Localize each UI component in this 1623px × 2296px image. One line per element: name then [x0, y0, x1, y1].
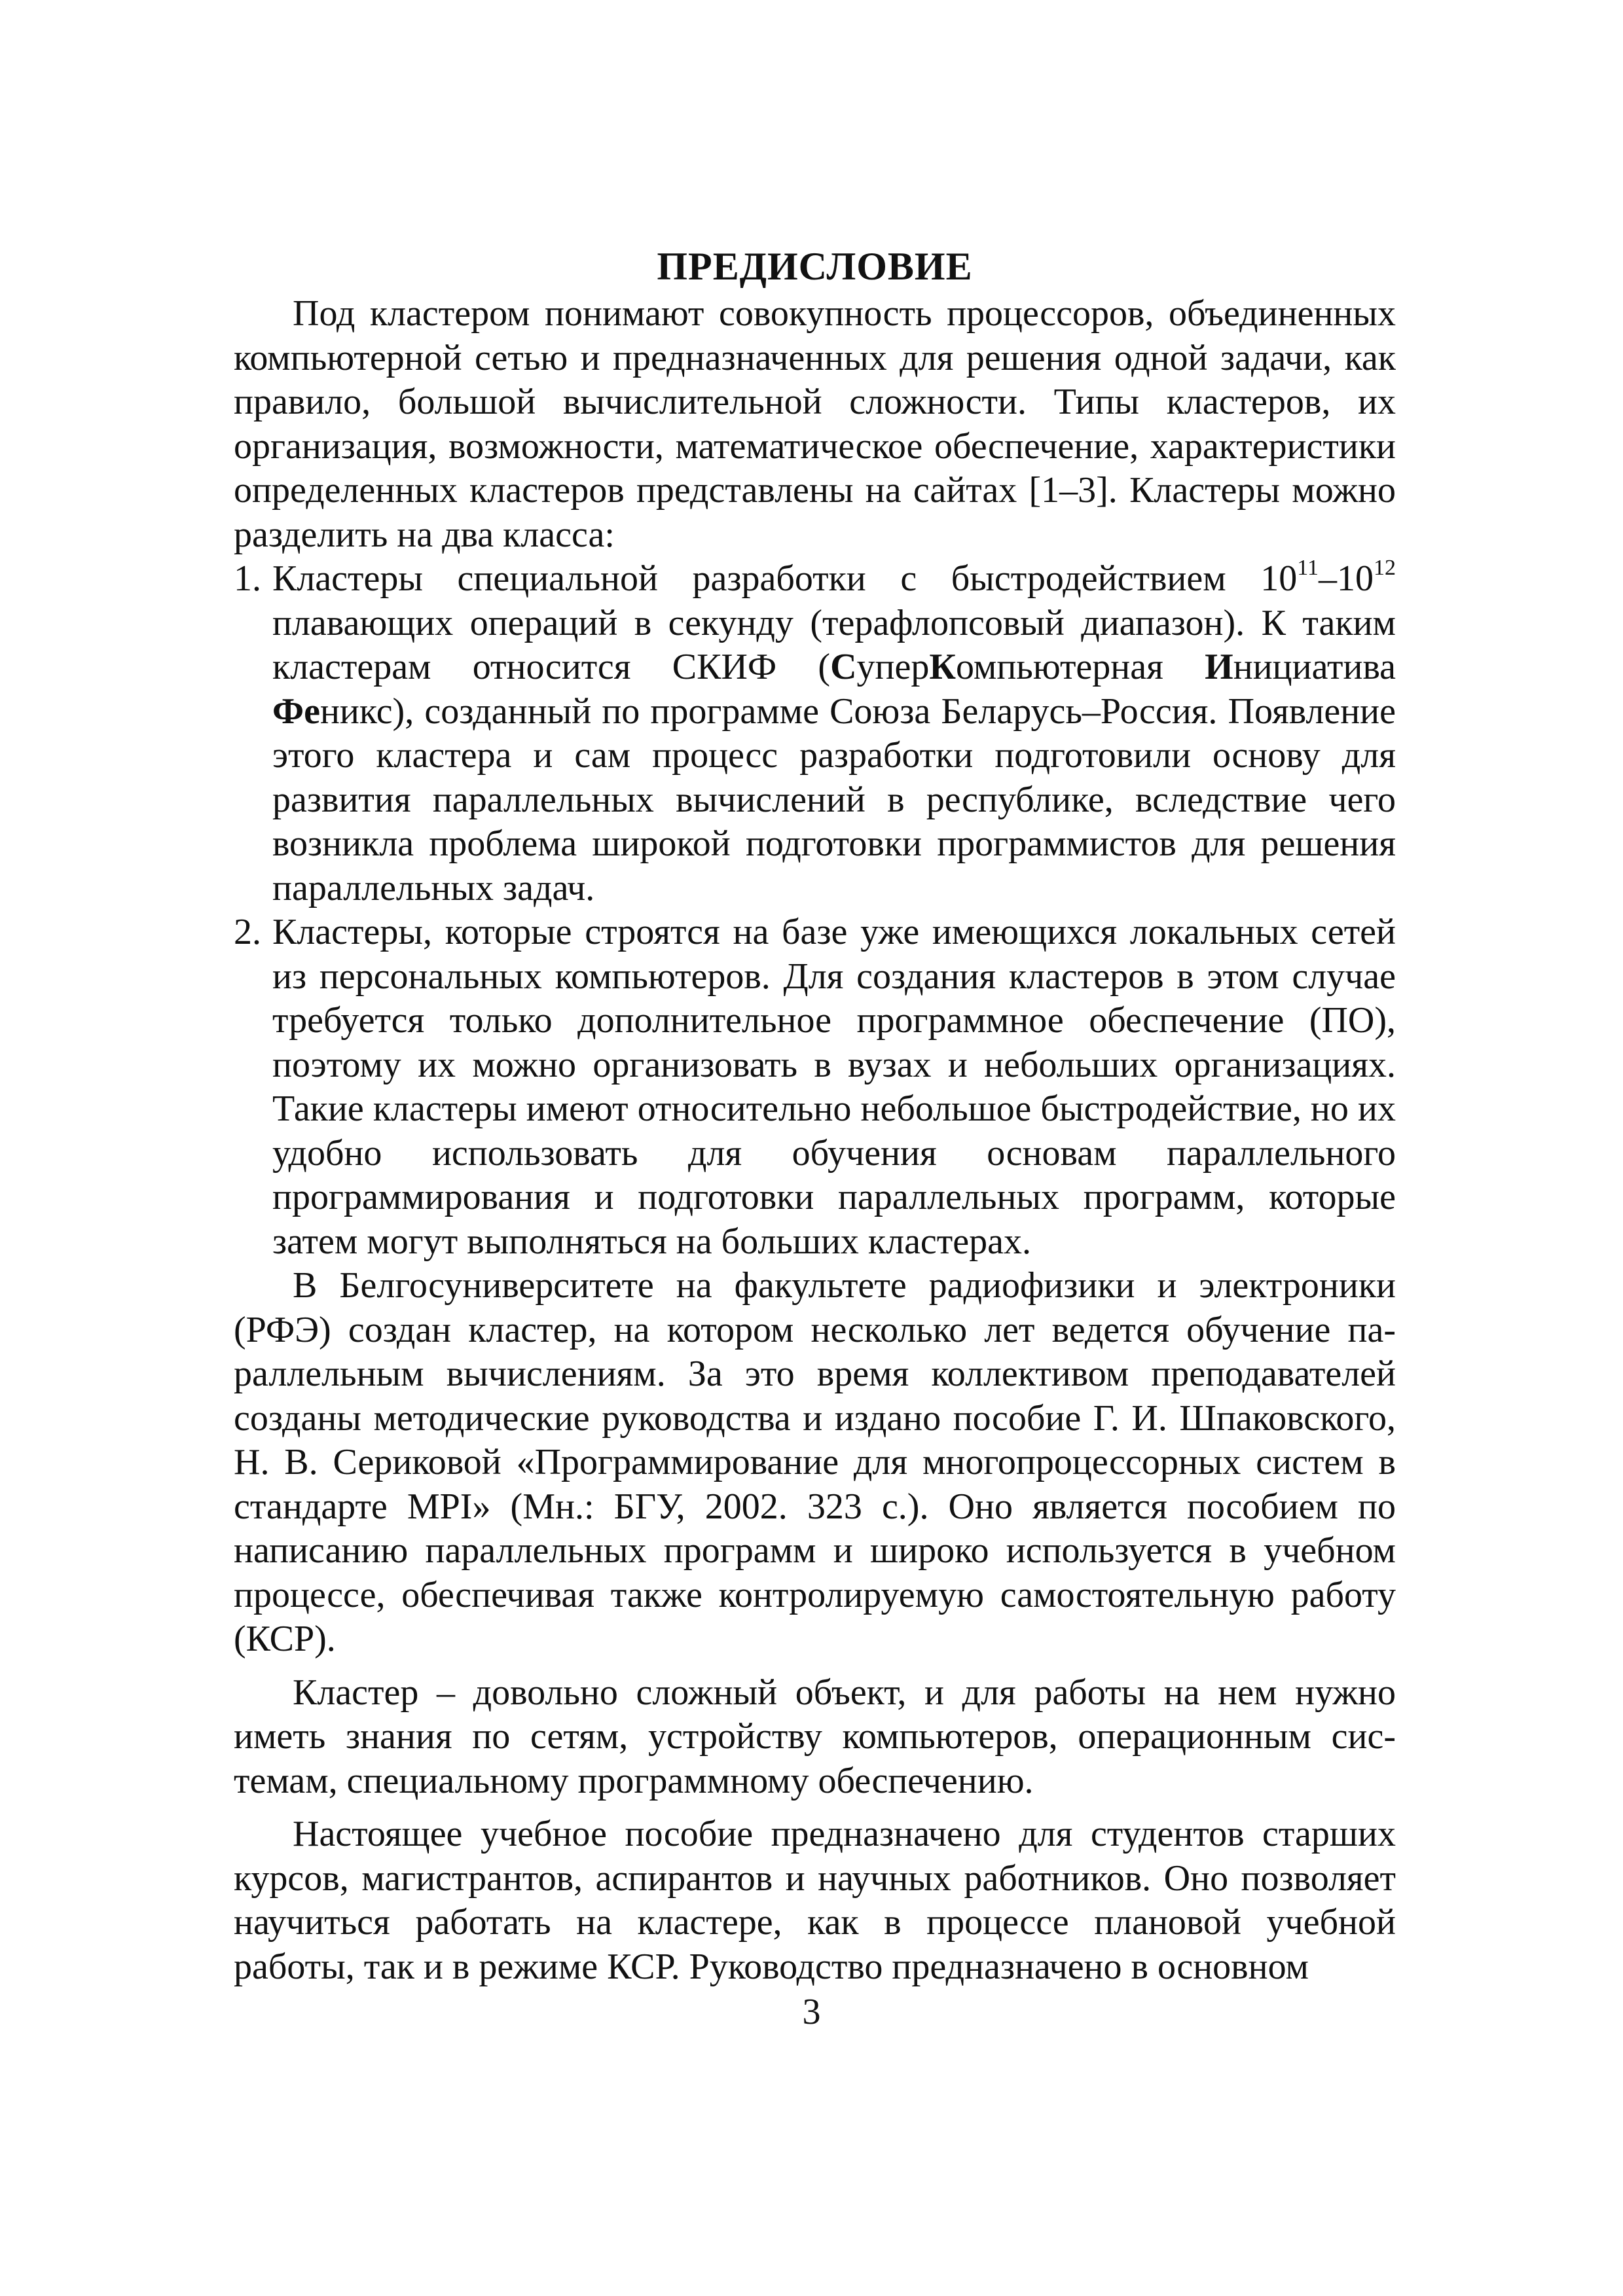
cluster-classes-list: [234, 557, 1396, 1264]
manual-paragraph: Настоящее учебное пособие предназначено для студентов старших курсов, магистрантов, аспирантов и научных работников. Оно позволяет научиться работать на кластере, как в процессе плановой учебной работы, так и в режиме КСР. Руководство предназначено в основном: [234, 1814, 1396, 1987]
list-item: [234, 557, 1396, 910]
page-title: ПРЕДИСЛОВИЕ: [657, 245, 973, 288]
cluster-paragraph: Кластер – довольно сложный объект, и для работы на нем нужно иметь знания по сетям, устройству компьютеров, операционным системам, специальному программному обеспечению.: [234, 1672, 1396, 1801]
page-content: [234, 243, 1396, 1989]
list-item: [234, 910, 1396, 1264]
list-item-text: Кластеры, которые строятся на базе уже имеющихся локальных сетей из персональных компьютеров. Для создания кластеров в этом случае требуется только дополнительное программное обеспечение (ПО), поэтому их можно организовать в вузах и небольших организациях. Такие кластеры имеют относительно небольшое быстродействие, но их удобно использовать для обучения основам параллельного программирования и подготовки параллельных программ, которые затем могут выполняться на больших кластерах.: [272, 912, 1396, 1262]
exponent: 12: [1374, 556, 1396, 581]
intro-paragraph: Под кластером понимают совокупность процессоров, объединенных компьютерной сетью и предназначенных для решения одной задачи, как правило, большой вычислительной сложности. Типы кластеров, их организация, возможности, математическое обеспечение, характеристики определенных кластеров представлены на сайтах [1–3]. Кластеры можно разделить на два класса:: [234, 293, 1396, 555]
list-item-number: 1.: [234, 558, 261, 599]
bgu-paragraph: В Белгосуниверситете на факультете радиофизики и электроники (РФЭ) создан кластер, на котором несколько лет ведется обучение параллельным вычислениям. За это время коллективом преподавателей созданы методические руководства и издано пособие Г. И. Шпаковского, Н. В. Сериковой «Программирование для многопроцессорных систем в стандарте MPI» (Мн.: БГУ, 2002. 323 с.). Оно является пособием по написанию параллельных программ и широко используется в учебном процессе, обеспечивая также контролируемую самостоятельную работу (КСР).: [234, 1265, 1396, 1659]
page-number: 3: [802, 1992, 821, 2032]
exponent: 11: [1297, 556, 1319, 581]
list-item-number: 2.: [234, 912, 261, 952]
list-item-text: Кластеры специальной разработки с быстродействием $10^{11}-10^{12}$ плавающих операций в секунду (терафлопсовый диапазон). К таким кластерам относится СКИФ (СуперКомпьютерная Инициатива Феникс), созданный по программе Союза Беларусь–Россия. Появление этого кластера и сам процесс разработки подготовили основу для развития параллельных вычислений в республике, вследствие чего возникла проблема широкой подготовки программистов для решения параллельных задач.: [272, 556, 1396, 908]
